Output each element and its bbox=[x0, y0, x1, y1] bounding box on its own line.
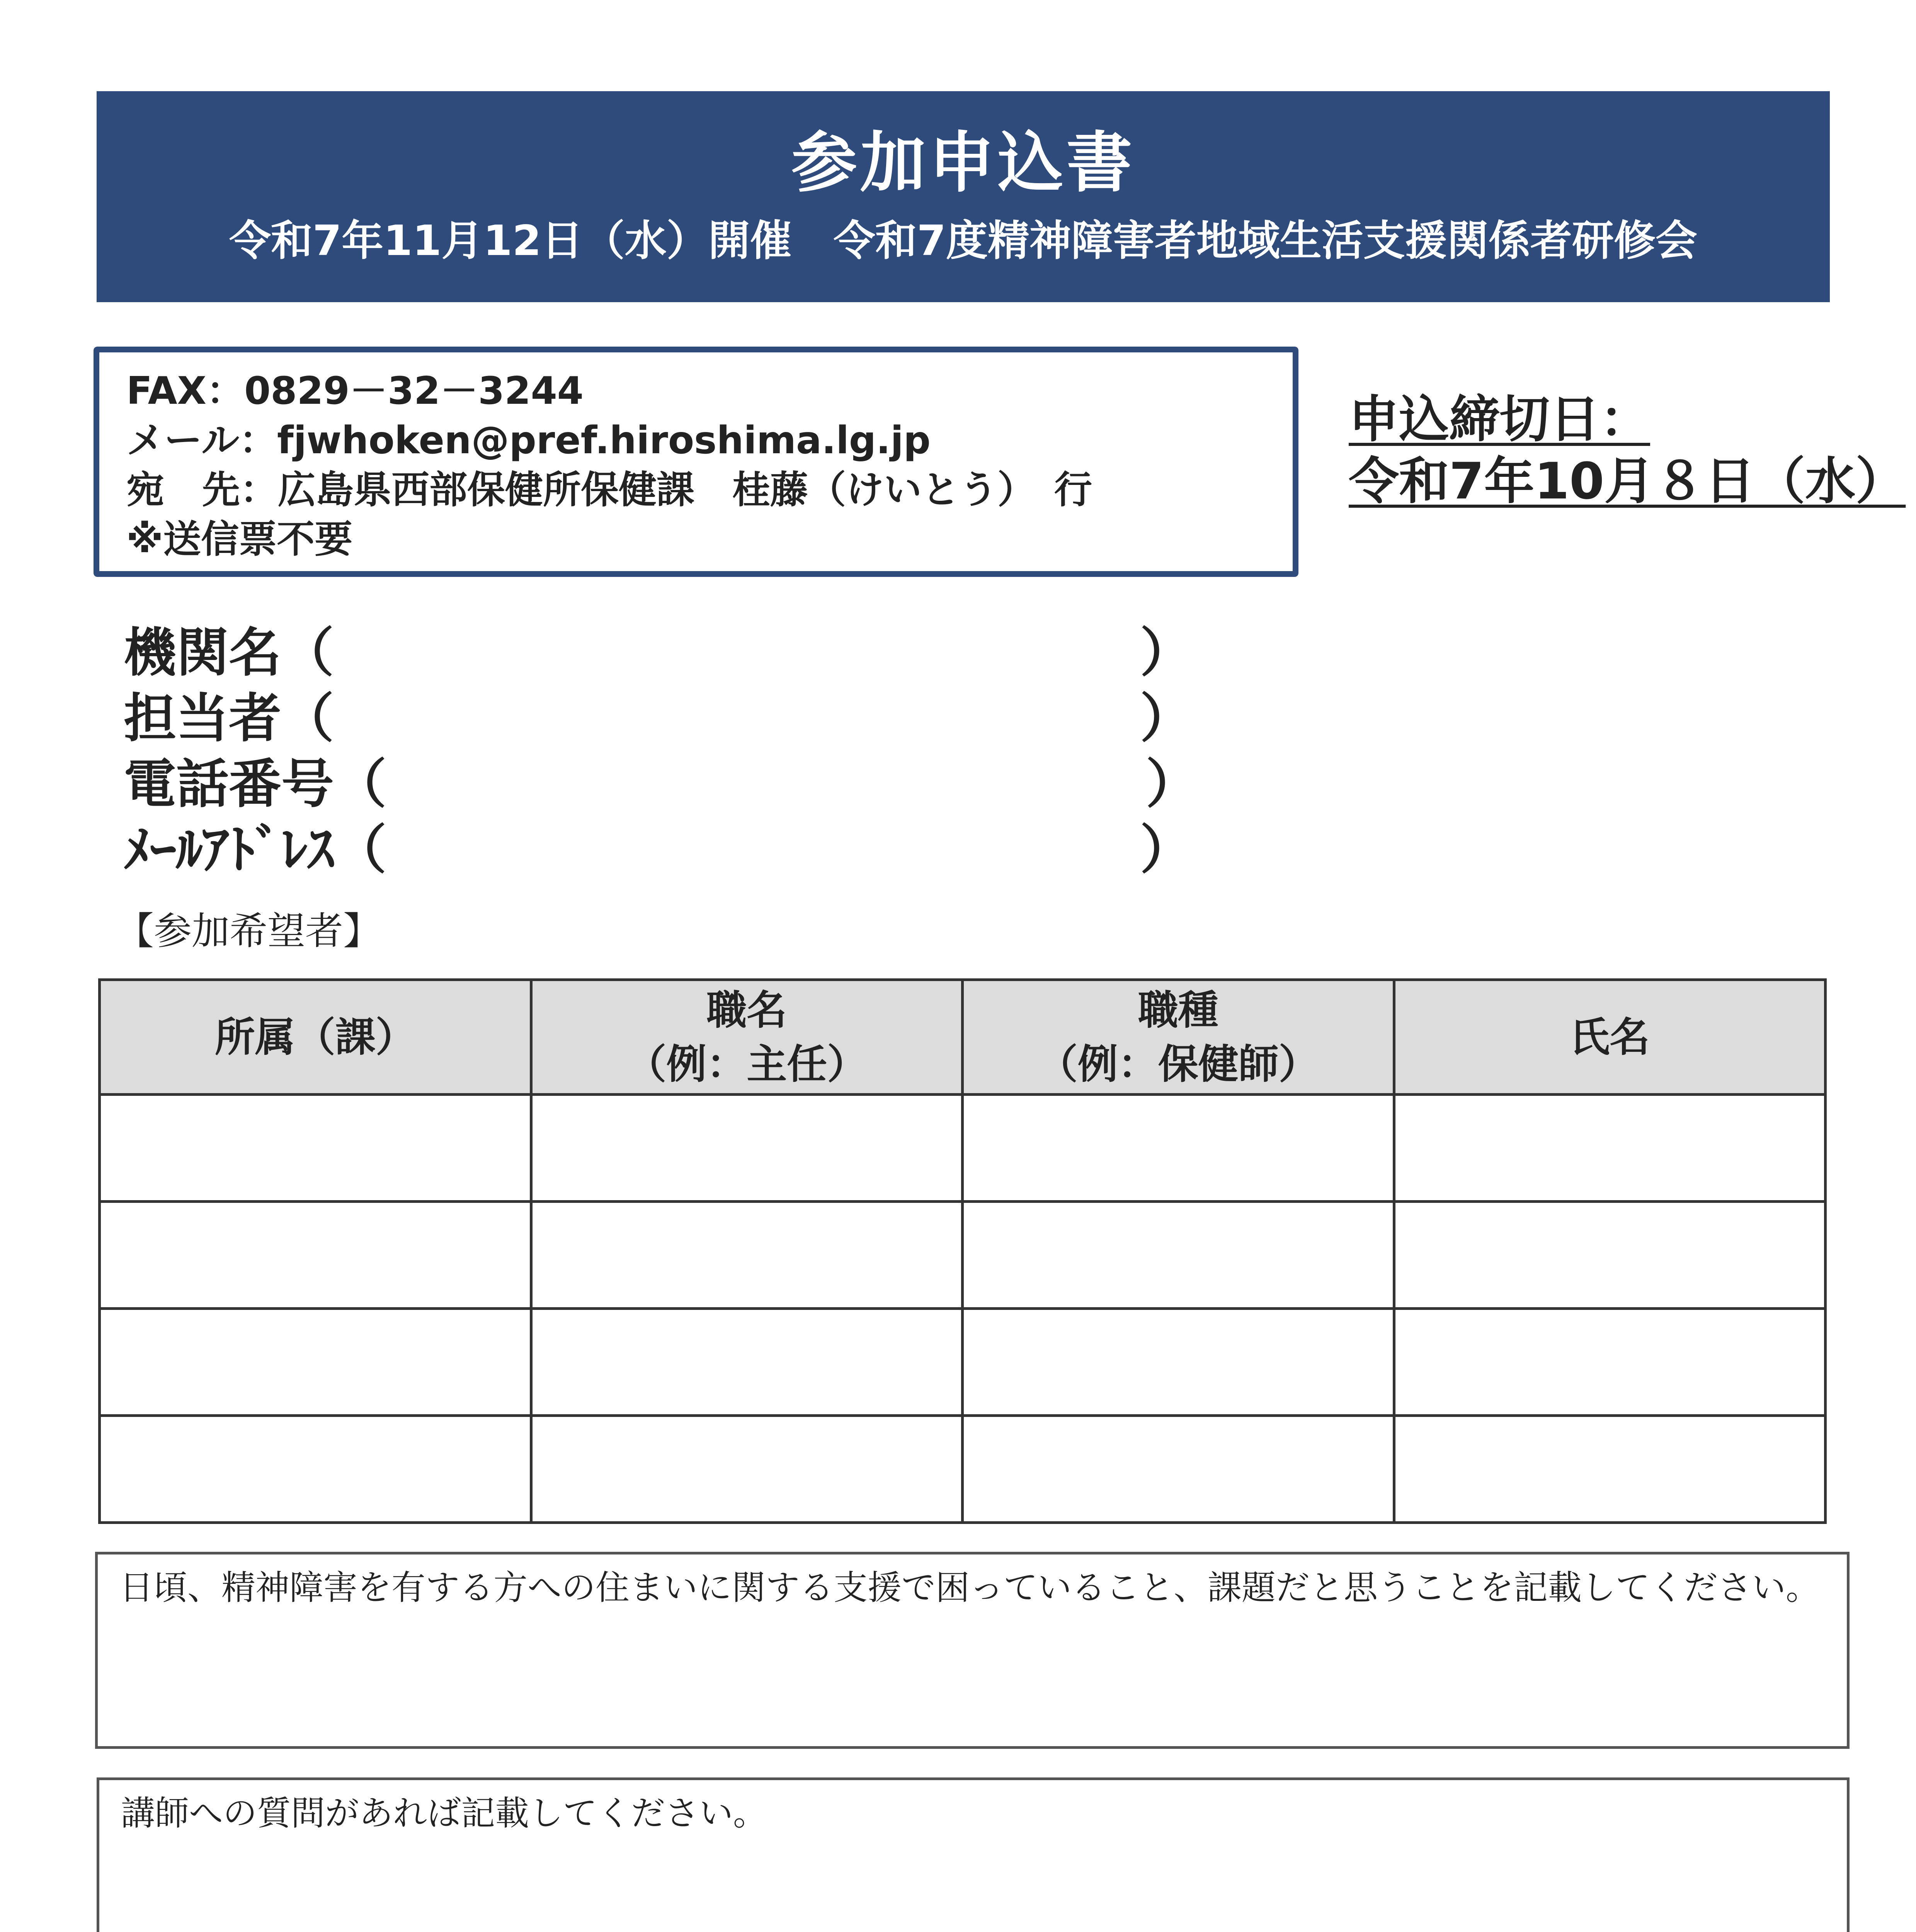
table-cell[interactable] bbox=[531, 1309, 963, 1416]
person-field[interactable] bbox=[425, 692, 1128, 750]
table-row bbox=[100, 1202, 1826, 1309]
table-cell[interactable] bbox=[963, 1095, 1394, 1202]
table-cell[interactable] bbox=[100, 1095, 531, 1202]
header-banner bbox=[97, 91, 1830, 302]
cover-sheet-note: ※送信票不要 bbox=[126, 517, 353, 561]
table-cell[interactable] bbox=[963, 1202, 1394, 1309]
table-row bbox=[100, 1416, 1826, 1523]
col-profession: 職種 （例：保健師） bbox=[963, 980, 1394, 1095]
col-affiliation: 所属（課） bbox=[100, 980, 531, 1095]
support-issues-box[interactable] bbox=[95, 1552, 1850, 1749]
support-issues-prompt: 日頃、精神障害を有する方への住まいに関する支援で困っていること、課題だと思うことを記載してください。 bbox=[119, 1568, 1820, 1607]
email-field[interactable] bbox=[425, 823, 1128, 881]
table-cell[interactable] bbox=[100, 1416, 531, 1523]
table-cell[interactable] bbox=[963, 1309, 1394, 1416]
org-name-field[interactable] bbox=[425, 626, 1128, 684]
org-name-close: ） bbox=[1140, 622, 1193, 684]
table-cell[interactable] bbox=[1394, 1095, 1826, 1202]
fax-number: FAX：0829－32－3244 bbox=[126, 369, 584, 413]
phone-label: 電話番号（ bbox=[124, 754, 386, 815]
table-cell[interactable] bbox=[100, 1309, 531, 1416]
lecturer-questions-box[interactable] bbox=[97, 1777, 1850, 1932]
table-row bbox=[100, 1309, 1826, 1416]
table-cell[interactable] bbox=[100, 1202, 531, 1309]
person-label: 担当者（ bbox=[124, 688, 334, 749]
table-cell[interactable] bbox=[1394, 1416, 1826, 1523]
email-close: ） bbox=[1140, 820, 1193, 881]
phone-field[interactable] bbox=[425, 757, 1128, 815]
participants-table bbox=[98, 978, 1827, 1524]
table-cell[interactable] bbox=[963, 1416, 1394, 1523]
col-title: 職名 （例：主任） bbox=[531, 980, 963, 1095]
email-address: メール：fjwhoken@pref.hiroshima.lg.jp bbox=[126, 418, 931, 463]
table-cell[interactable] bbox=[1394, 1202, 1826, 1309]
org-name-label: 機関名（ bbox=[124, 622, 334, 684]
table-header-row bbox=[100, 980, 1826, 1095]
table-cell[interactable] bbox=[531, 1095, 963, 1202]
table-cell[interactable] bbox=[531, 1202, 963, 1309]
email-label: ﾒｰﾙｱﾄﾞﾚｽ（ bbox=[124, 820, 386, 881]
lecturer-questions-prompt: 講師への質問があれば記載してください。 bbox=[121, 1793, 767, 1833]
phone-close: ） bbox=[1146, 754, 1198, 815]
deadline-label: 申込締切日： bbox=[1349, 390, 1651, 449]
recipient-address: 宛 先：広島県西部保健所保健課 桂藤（けいとう） 行 bbox=[126, 468, 1092, 512]
form-subtitle: 令和7年11月12日（水）開催 令和7度精神障害者地域生活支援関係者研修会 bbox=[229, 217, 1697, 265]
table-cell[interactable] bbox=[531, 1416, 963, 1523]
table-row bbox=[100, 1095, 1826, 1202]
col-name: 氏名 bbox=[1394, 980, 1826, 1095]
deadline-date: 令和7年10月８日（水） bbox=[1349, 452, 1906, 510]
person-close: ） bbox=[1140, 688, 1193, 749]
table-cell[interactable] bbox=[1394, 1309, 1826, 1416]
participants-section-label: 【参加希望者】 bbox=[116, 909, 381, 953]
form-title: 参加申込書 bbox=[791, 125, 1135, 201]
contact-box bbox=[94, 347, 1298, 577]
